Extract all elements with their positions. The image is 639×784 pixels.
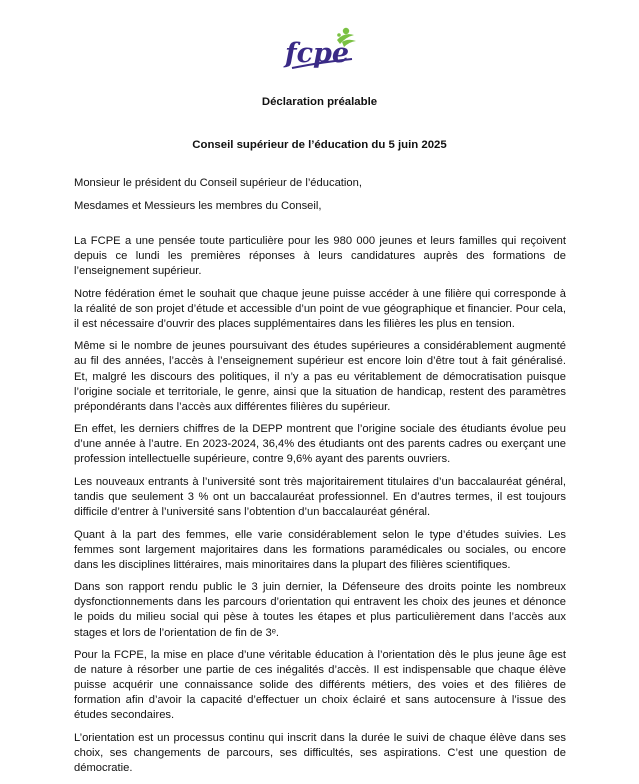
paragraph: Pour la FCPE, la mise en place d’une véritable éducation à l’orientation dès le plus jeune âge est de nature à résorber une partie de ces inégalités d’accès. Il est indispensable que chaque élève puisse acquérir une connaissance solide des différents métiers, des voies et des filières de formation afin d’avoir la capacité d’effectuer un choix éclairé et sans autocensure à l’issue des études secondaires. [74, 648, 566, 722]
paragraph: Les nouveaux entrants à l’université sont très majoritairement titulaires d’un baccalauréat général, tandis que seulement 3 % ont un baccalauréat professionnel. En d’autres termes, il est toujours difficile d’entrer à l’université sans l’obtention d’un baccalauréat général. [74, 475, 566, 519]
paragraph: En effet, les derniers chiffres de la DEPP montrent que l’origine sociale des étudiants évolue peu d’une année à l’autre. En 2023-2024, 36,4% des étudiants ont des parents cadres ou exerçant une profession intellectuelle supérieure, contre 9,6% ayant des parents ouvriers. [74, 423, 566, 466]
paragraph: La FCPE a une pensée toute particulière pour les 980 000 jeunes et leurs familles qui reçoivent depuis ce lundi les premières réponses à leurs candidatures auprès des formations de l’enseignement supérieur. [74, 235, 566, 278]
paragraph: L’orientation est un processus continu qui inscrit dans la durée le suivi de chaque élève dans ses choix, ses changements de parcours, ses difficultés, ses aspirations. C’est une question de démocratie. [74, 731, 566, 775]
salutation-members: Mesdames et Messieurs les membres du Conseil, [74, 200, 322, 212]
paragraph: Notre fédération émet le souhait que chaque jeune puisse accéder à une filière qui corresponde à la réalité de son projet d’étude et accessible d’un point de vue géographique et financier. Pour cela, il est nécessaire d’ouvrir des places supplémentaires dans les filières les plus en tension. [74, 287, 566, 330]
document-subtitle: Conseil supérieur de l’éducation du 5 juin 2025 [192, 139, 447, 151]
paragraph: Même si le nombre de jeunes poursuivant des études supérieures a considérablement augmenté au fil des années, l’accès à l’enseignement supérieur est encore loin d’être tout à fait généralisé. Et, malgré les discours des politiques, il n’y a pas eu véritablement de démocratisation puisque l’origine sociale et territoriale, le genre, ainsi que la situation de handicap, restent des paramètres prépondérants dans l’accès aux différentes filières du supérieur. [74, 340, 566, 413]
paragraph: Quant à la part des femmes, elle varie considérablement selon le type d’études suivies. Les femmes sont largement majoritaires dans les formations paramédicales ou sociales, ou encore dans les disciplines littéraires, mais minoritaires dans la plupart des filières scientifiques. [74, 528, 566, 571]
salutation-president: Monsieur le président du Conseil supérieur de l’éducation, [74, 177, 362, 189]
declaration-body [74, 234, 566, 784]
paragraph: Dans son rapport rendu public le 3 juin dernier, la Défenseure des droits pointe les nombreux dysfonctionnements dans les parcours d’orientation qui entravent les choix des jeunes et dénonce le poids du milieu social qui pèse à toutes les étapes et plus particulièrement dans l’accès aux stages et lors de l’orientation de fin de 3ᵉ. [74, 581, 566, 639]
fcpe-logo [282, 22, 362, 78]
document-title: Déclaration préalable [261, 96, 378, 108]
logo-text: fcpe [285, 38, 350, 69]
